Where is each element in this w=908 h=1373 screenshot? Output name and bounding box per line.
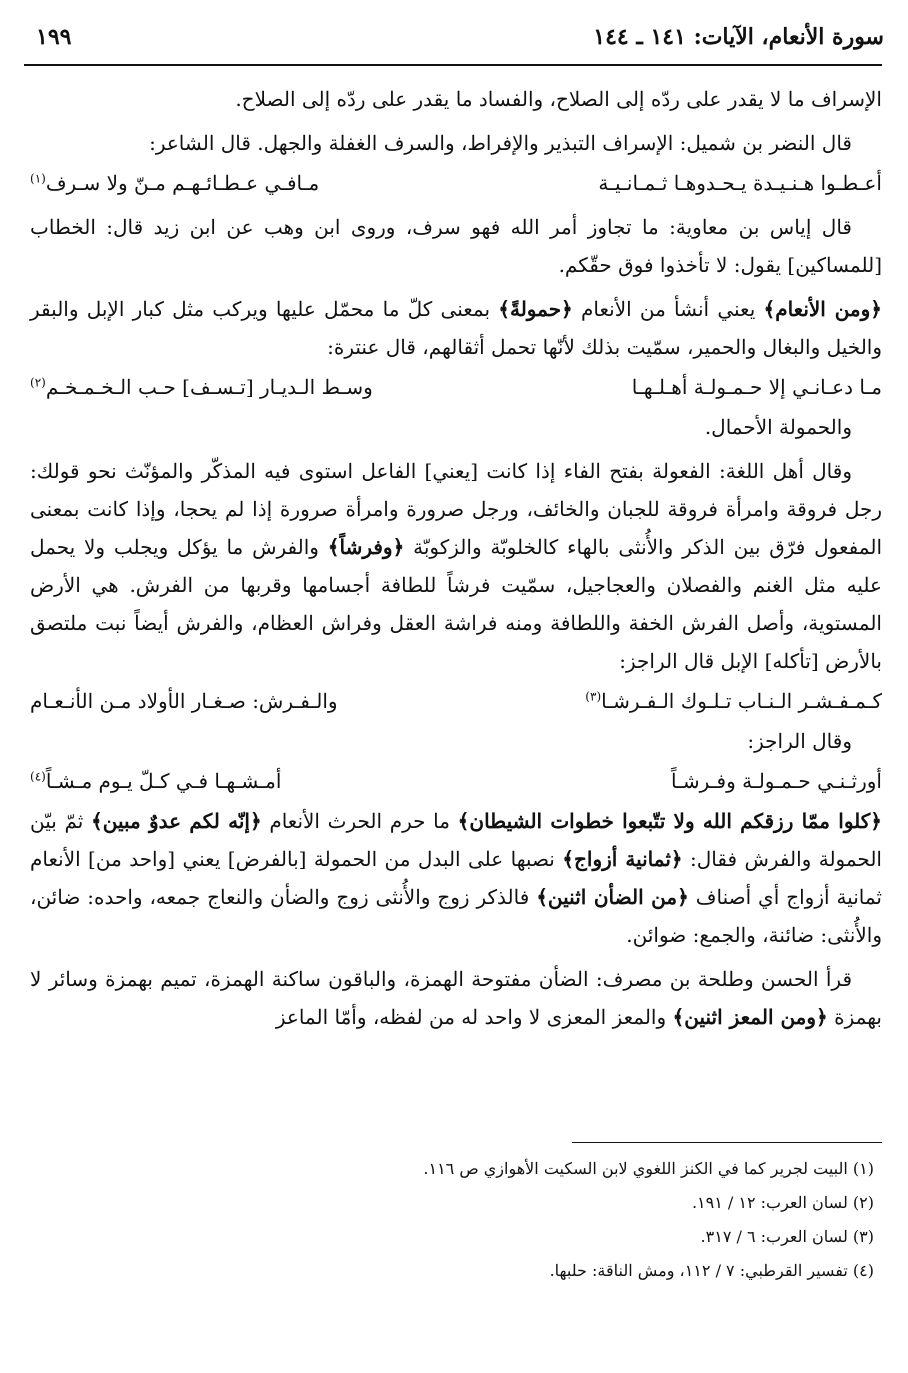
verse-3-left-hemistich: والـفـرش: صـغـار الأولاد مـن الأنـعـام [30, 689, 338, 713]
verse-4-left-hemistich: أمـشـهـا فـي كـلّ يـوم مـشـاً [45, 769, 282, 793]
quran-quote: ﴿إنّه لكم عدوٌ مبين﴾ [91, 809, 262, 833]
paragraph-3: قال إياس بن معاوية: ما تجاوز أمر الله فهو سرف، وروى ابن وهب عن ابن زيد قال: الخطاب [للمساكين] يقول: لا تأخذوا فوق حقّكم. [30, 215, 882, 277]
footnote-divider [572, 1142, 882, 1143]
verse-4 [30, 762, 882, 800]
quran-quote: ﴿حمولةً﴾ [498, 297, 573, 321]
paragraph-1: الإسراف ما لا يقدر على ردّه إلى الصلاح، والفساد ما يقدر على ردّه إلى الصلاح. [235, 87, 882, 111]
paragraph-6: وقال أهل اللغة: الفعولة بفتح الفاء إذا كانت [يعني] الفاعل استوى فيه المذكّر والمؤنّث نحو قولك: رجل فروقة وامرأة فروقة للجبان والخائف، ورجل صرورة وامرأة صرورة إذا لم يحجا، وإذا كانت بمعنى المفعول فرّق بين الذكر والأُنثى بالهاء كالخلوبّة والزكوبّة ﴿وفرشاً﴾ والفرش ما يؤكل ويجلب ولا يحمل عليه مثل الغنم والفصلان والعجاجيل، سمّيت فرشاً للطافة أجسامها وقربها من الفرش. هي الأرض المستوية، وأصل الفرش الخفة واللطافة ومنه فراشة العقل وفراش العظام، والفرش أيضاً نبت ملتصق بالأرض [تأكله] الإبل قال الراجز: [30, 459, 882, 673]
verse-3 [30, 682, 882, 720]
footnote-ref-1: (١) [30, 171, 46, 186]
verse-2-right-hemistich: مـا دعـانـي إلا حـمـولـة أهـلـهـا [631, 375, 882, 399]
paragraph-4: ﴿ومن الأنعام﴾ يعني أنشأ من الأنعام ﴿حمولةً﴾ بمعنى كلّ ما محمّل عليها ويركب مثل كبار الإبل والبقر والخيل والبغال والحمير، سمّيت بذلك لأنّها تحمل أثقالهم، قال عنترة: [30, 297, 883, 359]
footnotes [40, 1152, 874, 1288]
paragraph-7: وقال الراجز: [747, 729, 852, 753]
running-title: سورة الأنعام، الآيات: ١٤١ ـ ١٤٤ [593, 24, 884, 50]
verse-1-right-hemistich: أعـطـوا هـنـيـدة يـحـدوهـا ثـمـانـيـة [598, 171, 882, 195]
quran-quote: ﴿ثمانية أزواج﴾ [562, 847, 683, 871]
quran-quote: ﴿ومن المعز اثنين﴾ [672, 1005, 828, 1029]
paragraph-2: قال النضر بن شميل: الإسراف التبذير والإفراط، والسرف الغفلة والجهل. قال الشاعر: [149, 131, 852, 155]
paragraph-8: ﴿كلوا ممّا رزقكم الله ولا تتّبعوا خطوات الشيطان﴾ ما حرم الحرث الأنعام ﴿إنّه لكم عدوٌ مبين﴾ ثمّ بيّن الحمولة والفرش فقال: ﴿ثمانية أزواج﴾ نصبها على البدل من الحمولة [بالفرض] يعني [واحد من] الأنعام ثمانية أزواج أي أصناف ﴿من الضأن اثنين﴾ فالذكر زوج والأُنثى زوج والضأن والنعاج جمعه، واحده: ضائن، والأُنثى: ضائنة، والجمع: ضوائن. [30, 809, 883, 947]
footnote-3: (٣) لسان العرب: ٦ / ٣١٧. [700, 1227, 874, 1246]
quran-quote: ﴿من الضأن اثنين﴾ [536, 885, 689, 909]
footnote-ref-3: (٣) [585, 689, 602, 704]
header-divider [24, 64, 882, 66]
paragraph-9: قرأ الحسن وطلحة بن مصرف: الضأن مفتوحة الهمزة، والباقون ساكنة الهمزة، تميم بهمزة وسائر لا بهمزة ﴿ومن المعز اثنين﴾ والمعز المعزى لا واحد له من لفظه، وأمّا الماعز [30, 967, 882, 1029]
footnote-4: (٤) تفسير القرطبي: ٧ / ١١٢، ومش الناقة: حلبها. [549, 1261, 874, 1280]
main-text [30, 80, 882, 1036]
verse-4-right-hemistich: أورثـنـي حـمـولـة وفـرشـاً [670, 769, 882, 793]
footnote-ref-2: (٢) [30, 375, 46, 390]
verse-2-left-hemistich: وسـط الـديـار [تـسـف] حـب الـخـمـخـم [45, 375, 373, 399]
verse-3-right-hemistich: كـمـفـشـر الـنـاب تـلـوك الـفـرشـا [601, 689, 882, 713]
page-number: ١٩٩ [36, 24, 72, 50]
quran-quote: ﴿ومن الأنعام﴾ [763, 297, 883, 321]
quran-quote: ﴿كلوا ممّا رزقكم الله ولا تتّبعوا خطوات الشيطان﴾ [457, 809, 883, 833]
page-header [20, 24, 884, 60]
footnote-1: (١) البيت لجرير كما في الكنز اللغوي لابن السكيت الأهوازي ص ١١٦. [423, 1159, 874, 1178]
footnote-ref-4: (٤) [30, 769, 46, 784]
footnote-2: (٢) لسان العرب: ١٢ / ١٩١. [691, 1193, 874, 1212]
verse-2 [30, 368, 882, 406]
paragraph-5: والحمولة الأحمال. [704, 415, 852, 439]
verse-1-left-hemistich: مـافـي عـطـائـهـم مـنّ ولا سـرف [45, 171, 320, 195]
verse-1 [30, 164, 882, 202]
quran-quote: ﴿وفرشاً﴾ [327, 535, 405, 559]
